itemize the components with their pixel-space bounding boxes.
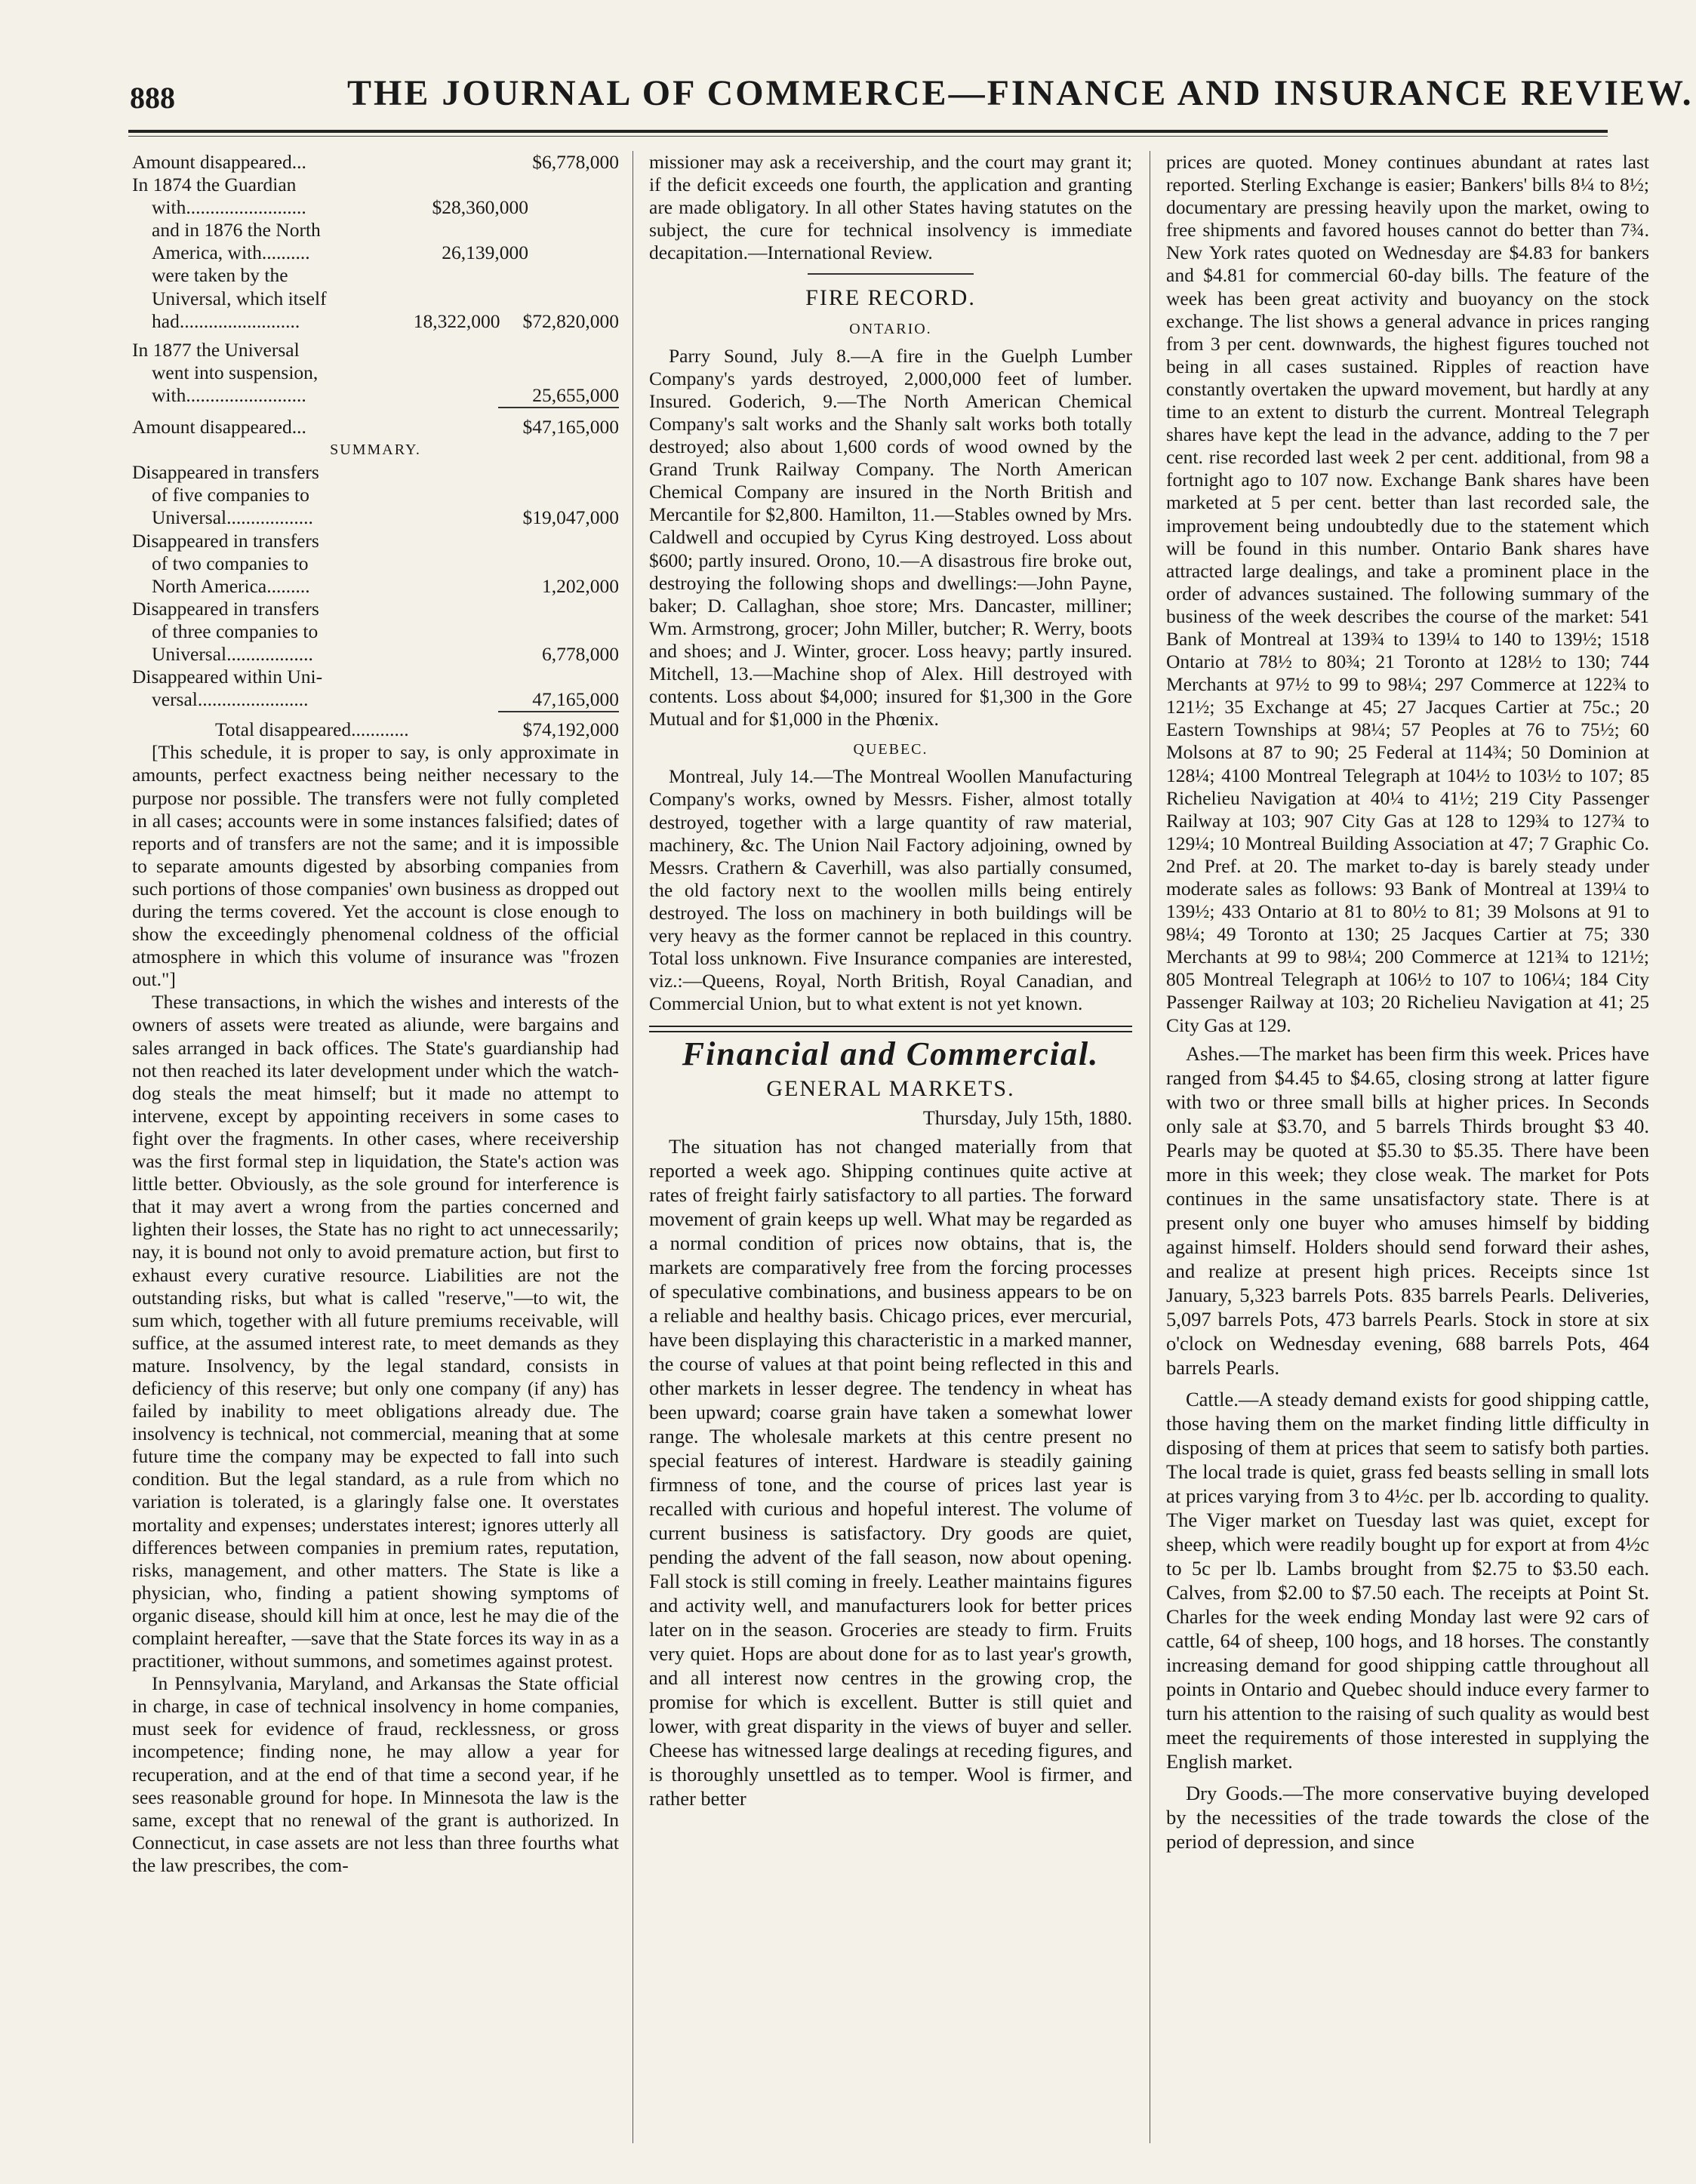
table-row: Amount disappeared... $6,778,000 (132, 151, 619, 173)
table-row: had......................... 18,322,000 $72,820,000 (152, 309, 619, 332)
dateline: Thursday, July 15th, 1880. (922, 1106, 1132, 1129)
paragraph: Parry Sound, July 8.—A fire in the Guelph Lumber Company's yards destroyed, 2,000,000 feet of lumber. Insured. Goderich, 9.—The North American Chemical Company's salt works and the Shanly salt works both totally destroyed; also about 1,600 cords of wood owned by the Grand Trunk Railway Company. The North American Chemical Company are insured in the North British and Mercantile for $2,800. Hamilton, 11.—Stables owned by Mrs. Caldwell and occupied by Cyrus King destroyed. Loss about $600; partly insured. Orono, 10.—A disastrous fire broke out, destroying the following shops and dwellings:—John Payne, baker; D. Callaghan, shoe store; Mrs. Dancaster, milliner; Wm. Armstrong, grocer; John Miller, butcher; R. Werry, boots and shoes; and J. Winter, grocer. Loss heavy; partly insured. Mitchell, 13.—Machine shop of Alex. Hill destroyed with contents. Loss about $4,000; insured for $1,300 in the Gore Mutual and for $1,000 in the Phœnix. (649, 344, 1132, 731)
general-markets-heading: GENERAL MARKETS. (766, 1076, 1015, 1102)
paragraph: Montreal, July 14.—The Montreal Woollen Manufacturing Company's works, owned by Messrs. Fisher, almost totally destroyed, together with a large quantity of raw material, machinery, &c. The Union Nail Factory adjoining, owned by Messrs. Crathern & Caverhill, was also partially consumed, the old factory next to the woollen mills being entirely destroyed. The loss on machinery in both buildings will be very heavy as the former cannot be replaced in this country. Total loss unknown. Five Insurance companies are interested, viz.:—Queens, Royal, North British, Royal Canadian, and Commercial Union, but to what extent is not yet known. (649, 765, 1132, 1015)
page-header (113, 69, 1694, 122)
paragraph: missioner may ask a receivership, and the court may grant it; if the deficit exceeds one fourth, the application and granting are made obligatory. In all other States having statutes on the subject, the cure for technical insolvency is immediate decapitation.—International Review. (649, 151, 1132, 264)
fire-record-heading: FIRE RECORD. (805, 285, 976, 311)
column-middle (649, 151, 1132, 2143)
summary-item: Disappeared within Uni- versal....................... 47,165,000 (132, 666, 619, 711)
table-row: Amount disappeared... $47,165,000 (132, 416, 619, 438)
total-row: Total disappeared............ $74,192,000 (215, 718, 619, 741)
paragraph: [This schedule, it is proper to say, is only approximate in amounts, perfect exactness being neither necessary to the purpose nor possible. The transfers were not fully completed in all cases; accounts were in some instances falsified; dates of reports and of transfers are not the same; and it is impossible to separate amounts digested by absorbing companies from such portions of those companies' own business as dropped out during the terms covered. Yet the account is close enough to show the exceedingly phenomenal coldness of the official atmosphere in which this volume of insurance was "frozen out."] (132, 741, 619, 991)
paragraph: These transactions, in which the wishes and interests of the owners of assets were treated as aliunde, were bargains and sales arranged in back offices. The State's guardianship had not then reached its later development under which the watch-dog steals the meat himself; but it made no attempt to intervene, except by appointing receivers in some cases to fight over the fragments. In other cases, where receivership was the first formal step in liquidation, the State's action was little better. Obviously, as the sole ground for interference is that it may avert a wrong from the parties concerned and lighten their losses, the State has no right to act unnecessarily; nay, it is bound not only to avoid premature action, but first to exhaust every curative resource. Liabilities are not the outstanding risks, but what is called "reserve,"—to wit, the sum which, together with all future premiums receivable, will suffice, at the assumed interest rate, to meet demands as they mature. Insolvency, by the legal standard, consists in deficiency of this reserve; but only one company (if any) has failed by inability to meet obligations already due. The insolvency is technical, not commercial, meaning that at some future time the company may be expected to fall into such condition. But the legal standard, as a rule from which no variation is tolerated, is a glaringly false one. It overstates mortality and expenses; understates interest; ignores utterly all differences between companies in premium rates, reputation, risks, management, and other matters. The State is like a physician, who, finding a patient showing symptoms of organic disease, should kill him at once, lest he may die of the complaint hereafter, —save that the State forces its way in as a practitioner, without summons, and sometimes against protest. (132, 991, 619, 1672)
summary-caption: SUMMARY. (330, 441, 421, 459)
paragraph: prices are quoted. Money continues abundant at rates last reported. Sterling Exchange is easier; Bankers' bills 8¼ to 8½; documentary are pressing heavily upon the market, owing to free shipments and favored houses cannot do better than 7¾. New York rates quoted on Wednesday are $4.83 for bankers and $4.81 for commercial 60-day bills. The feature of the week has been great activity and buoyancy on the stock exchange. The list shows a general advance in prices ranging from 3 per cent. downwards, the highest figures touched not being in all cases sustained. Ripples of reaction have constantly overtaken the upward movement, but hardly at any time to an extent to disturb the current. Montreal Telegraph shares have kept the lead in the advance, adding to the 7 per cent. rise recorded last week 2 per cent. additional, from 98 a fortnight ago to 107 now. Exchange Bank shares have been marketed at 5 per cent. better than last recorded sale, the improvement being undoubtedly due to the statement which will be found in this number. Ontario Bank shares have attracted large dealings, and take a prominent place in the order of advances sustained. The following summary of the business of the week describes the course of the market: 541 Bank of Montreal at 139¾ to 139¼ to 140 to 139½; 1518 Ontario at 78½ to 80¾; 21 Toronto at 128½ to 130; 744 Merchants at 97½ to 99 to 98¼; 297 Commerce at 122¾ to 121½; 35 Exchange at 45; 27 Jacques Cartier at 75c.; 20 Eastern Townships at 98¼; 57 Peoples at 76 to 75½; 60 Molsons at 87 to 90; 25 Federal at 114¾; 50 Dominion at 128¼; 4100 Montreal Telegraph at 104½ to 103½ to 107; 85 Richelieu Navigation at 40¼ to 41½; 219 City Passenger Railway at 103; 907 City Gas at 128 to 129¾ to 127¾ to 129¼; 10 Montreal Building Association at 47; 7 Graphic Co. 2nd Pref. at 20. The market to-day is barely steady under moderate sales as follows: 93 Bank of Montreal at 139¼ to 139½; 433 Ontario at 81 to 80½ to 81; 39 Molsons at 91 to 98¼; 49 Toronto at 130; 25 Jacques Cartier at 75; 330 Merchants at 99 to 98¼; 200 Commerce at 121¾ to 121½; 805 Montreal Telegraph at 106½ to 107 to 106¼; 184 City Passenger Railway at 103; 20 Richelieu Navigation at 41; 25 City Gas at 129. (1166, 151, 1649, 1036)
summary-item: Disappeared in transfers of five companies to Universal.................. $19,047,000 (132, 461, 619, 529)
journal-title: THE JOURNAL OF COMMERCE—FINANCE AND INSURANCE REVIEW. (347, 73, 1694, 113)
financial-commercial-title: Financial and Commercial. (682, 1035, 1100, 1073)
dry-goods-paragraph: Dry Goods.—The more conservative buying developed by the necessities of the trade towards the close of the period of depression, and since (1166, 1781, 1649, 1853)
paragraph: The situation has not changed materially from that reported a week ago. Shipping continues quite active at rates of freight fairly satisfactory to all parties. The forward movement of grain keeps up well. What may be regarded as a normal condition of prices now obtains, that is, the markets are comparatively free from the forcing processes of speculative combinations, and business appears to be on a reliable and healthy basis. Chicago prices, ever mercurial, have been displaying this characteristic in a marked manner, the course of values at that point being reflected in this and other markets in lesser degree. The tendency in wheat has been upward; coarse grain have taken a somewhat lower range. The wholesale markets at this centre present no special features of interest. Hardware is steadily gaining firmness of tone, and the course of prices last year is recalled with curious and hopeful interest. The volume of current business is satisfactory. Dry goods are quiet, pending the advent of the fall season, now about opening. Fall stock is still coming in freely. Leather maintains figures and activity well, and manufacturers look for better prices later on in the season. Groceries are steady to firm. Fruits very quiet. Hops are about done for as to last year's growth, and all interest now centres in the growing crop, the promise for which is excellent. Butter is still quiet and lower, with great disparity in the views of buyer and seller. Cheese has witnessed large dealings at receding figures, and is thoroughly unsettled as to temper. Wool is firmer, and rather better (649, 1134, 1132, 1810)
header-rule-thin (128, 136, 1608, 137)
section-rule (808, 273, 974, 275)
summary-item: Disappeared in transfers of two companies to North America......... 1,202,000 (132, 529, 619, 597)
sum-rule (498, 711, 619, 712)
table-row: with......................... 25,655,000 (152, 383, 619, 406)
page-number: 888 (130, 81, 175, 115)
table-row: Universal, which itself (152, 287, 327, 309)
table-row: and in 1876 the North (152, 219, 321, 241)
column-right (1166, 151, 1649, 2143)
table-row: In 1877 the Universal (132, 338, 300, 361)
table-row: were taken by the (152, 264, 288, 287)
cattle-paragraph: Cattle.—A steady demand exists for good shipping cattle, those having them on the market finding little difficulty in disposing of them at prices that seem to satisfy both parties. The local trade is quiet, grass fed beasts selling in small lots at prices varying from 3 to 4½c. per lb. according to quality. The Viger market on Tuesday last was quiet, except for sheep, which were readily bought up for export at from 4½c to 5c per lb. Lambs brought from $2.75 to $3.50 each. Calves, from $2.00 to $7.50 each. The receipts at Point St. Charles for the week ending Monday last were 92 cars of cattle, 64 of sheep, 100 hogs, and 18 horses. The constantly increasing demand for good shipping cattle throughout all points in Ontario and Quebec should induce every farmer to turn his attention to the raising of such quality as would best meet the requirements of those interested in supplying the English market. (1166, 1387, 1649, 1773)
table-row: with......................... $28,360,000 (152, 196, 528, 219)
table-row: In 1874 the Guardian (132, 174, 297, 196)
header-rule (128, 130, 1608, 133)
quebec-heading: QUEBEC. (853, 741, 928, 758)
ashes-paragraph: Ashes.—The market has been firm this week. Prices have ranged from $4.45 to $4.65, closing strong at latter figure with two or three small bills at higher prices. In Seconds only sale at $3.70, and 5 barrels Thirds brought $3 40. Pearls may be quoted at $5.30 to $5.35. There have been more in this week; they close weak. The market for Pots continues in the same unsatisfactory state. There is at present only one buyer who amuses himself by bidding against himself. Holders should send forward their ashes, and realize at present high prices. Receipts since 1st January, 5,323 barrels Pots. 835 barrels Pearls. Deliveries, 5,097 barrels Pots, 473 barrels Pearls. Stock in store at six o'clock on Wednesday evening, 688 barrels Pots, 464 barrels Pearls. (1166, 1041, 1649, 1379)
column-left (132, 151, 619, 2143)
section-double-rule (649, 1026, 1132, 1032)
ontario-heading: ONTARIO. (849, 320, 932, 337)
table-row: America, with.......... 26,139,000 (152, 241, 528, 264)
summary-item: Disappeared in transfers of three companies to Universal.................. 6,778,000 (132, 597, 619, 665)
paragraph: In Pennsylvania, Maryland, and Arkansas the State official in charge, in case of technical insolvency in home companies, must seek for evidence of fraud, recklessness, or gross incompetence; finding none, he may allow a year for recuperation, and at the end of that time a second year, if he sees reasonable ground for hope. In Minnesota the law is the same, except that no renewal of the grant is authorized. In Connecticut, in case assets are not less than three fourths what the law prescribes, the com- (132, 1672, 619, 1876)
table-row: went into suspension, (152, 361, 319, 383)
